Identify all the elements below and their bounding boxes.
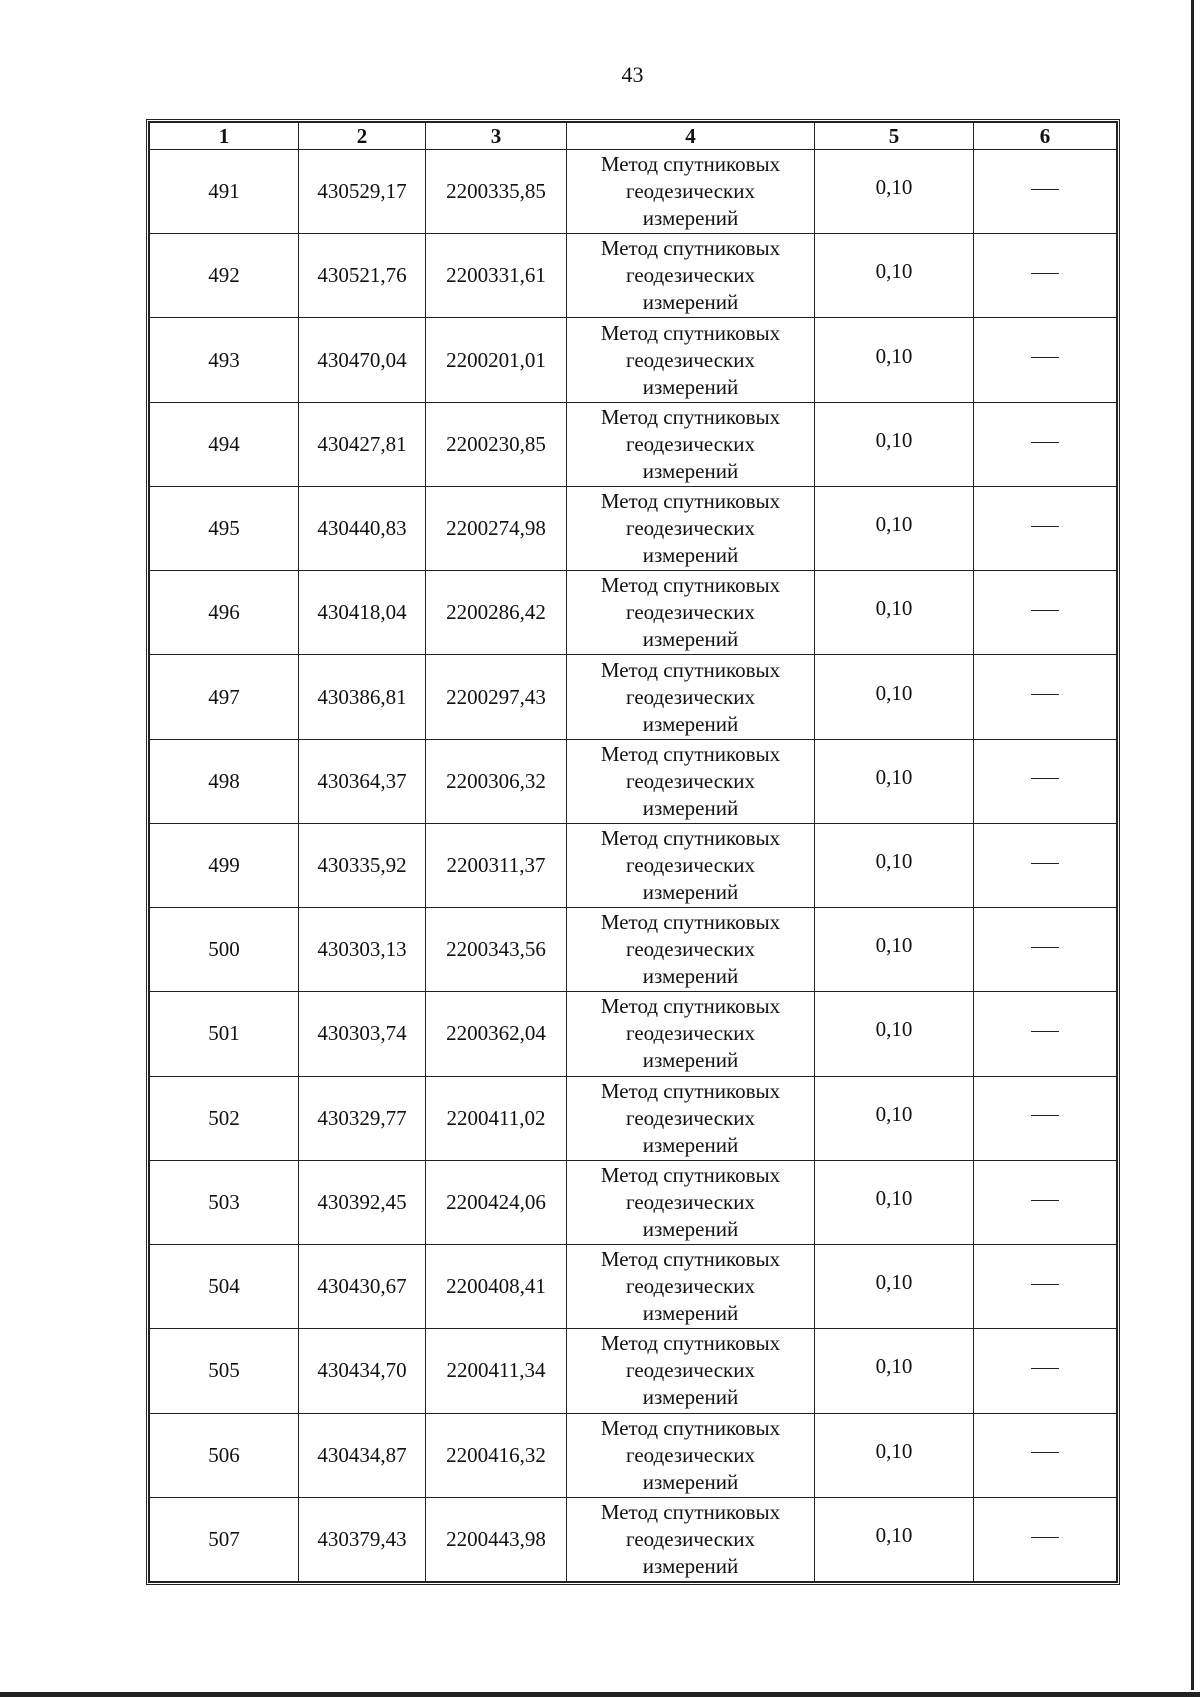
note-text <box>1059 179 1060 180</box>
x-coordinate-cell: 430364,37 <box>299 739 426 823</box>
dash-mark <box>1031 189 1059 190</box>
note-cell <box>974 1160 1117 1244</box>
method-cell <box>567 402 815 486</box>
note-cell <box>974 571 1117 655</box>
note-text <box>1059 1358 1060 1359</box>
method-cell <box>567 150 815 234</box>
note-text <box>1059 1527 1060 1528</box>
note-text <box>1059 1021 1060 1022</box>
x-coordinate-cell: 430303,13 <box>299 908 426 992</box>
method-cell <box>567 1329 815 1413</box>
note-text <box>1059 263 1060 264</box>
point-number-cell: 502 <box>150 1076 299 1160</box>
x-coordinate-cell: 430303,74 <box>299 992 426 1076</box>
note-cell <box>974 1413 1117 1497</box>
method-cell <box>567 234 815 318</box>
table-row <box>150 823 1117 907</box>
note-cell <box>974 655 1117 739</box>
table-row <box>150 655 1117 739</box>
method-text: Метод спутниковых геодезических измерений <box>600 1499 781 1578</box>
accuracy-cell: 0,10 <box>815 567 974 651</box>
x-coordinate-cell: 430379,43 <box>299 1497 426 1581</box>
table-row <box>150 318 1117 402</box>
point-number-cell: 495 <box>150 486 299 570</box>
column-header-6: 6 <box>974 123 1117 150</box>
method-text: Метод спутниковых геодезических измерений <box>600 320 781 399</box>
y-coordinate-cell: 2200297,43 <box>426 655 567 739</box>
note-cell <box>974 1329 1117 1413</box>
accuracy-cell: 0,10 <box>815 651 974 735</box>
accuracy-cell: 0,10 <box>815 230 974 314</box>
method-text: Метод спутниковых геодезических измерений <box>600 573 781 652</box>
method-text: Метод спутниковых геодезических измерений <box>600 910 781 989</box>
note-cell <box>974 1497 1117 1581</box>
point-number-cell: 503 <box>150 1160 299 1244</box>
y-coordinate-cell: 2200306,32 <box>426 739 567 823</box>
table-row <box>150 1413 1117 1497</box>
dash-mark <box>1031 863 1059 864</box>
column-header-4: 4 <box>567 123 815 150</box>
y-coordinate-cell: 2200343,56 <box>426 908 567 992</box>
table-row <box>150 1497 1117 1581</box>
table-row <box>150 1245 1117 1329</box>
note-text <box>1059 937 1060 938</box>
method-cell <box>567 1076 815 1160</box>
dash-mark <box>1031 526 1059 527</box>
method-cell <box>567 992 815 1076</box>
method-cell <box>567 1160 815 1244</box>
x-coordinate-cell: 430521,76 <box>299 234 426 318</box>
note-text <box>1059 1274 1060 1275</box>
accuracy-cell: 0,10 <box>815 1241 974 1325</box>
y-coordinate-cell: 2200230,85 <box>426 402 567 486</box>
table-row <box>150 992 1117 1076</box>
method-cell <box>567 739 815 823</box>
accuracy-cell: 0,10 <box>815 146 974 230</box>
table-row <box>150 486 1117 570</box>
table-row <box>150 1160 1117 1244</box>
note-text <box>1059 769 1060 770</box>
y-coordinate-cell: 2200411,02 <box>426 1076 567 1160</box>
scan-edge-right <box>1191 0 1194 1690</box>
note-cell <box>974 823 1117 907</box>
y-coordinate-cell: 2200443,98 <box>426 1497 567 1581</box>
y-coordinate-cell: 2200424,06 <box>426 1160 567 1244</box>
note-text <box>1059 516 1060 517</box>
accuracy-cell: 0,10 <box>815 1325 974 1409</box>
method-cell <box>567 823 815 907</box>
accuracy-cell: 0,10 <box>815 1072 974 1156</box>
dash-mark <box>1031 442 1059 443</box>
accuracy-cell: 0,10 <box>815 819 974 903</box>
point-number-cell: 498 <box>150 739 299 823</box>
accuracy-cell: 0,10 <box>815 482 974 566</box>
page-number: 43 <box>621 62 644 87</box>
x-coordinate-cell: 430392,45 <box>299 1160 426 1244</box>
x-coordinate-cell: 430430,67 <box>299 1245 426 1329</box>
method-cell <box>567 908 815 992</box>
point-number-cell: 505 <box>150 1329 299 1413</box>
note-text <box>1059 685 1060 686</box>
method-text: Метод спутниковых геодезических измерений <box>600 1078 781 1157</box>
dash-mark <box>1031 357 1059 358</box>
y-coordinate-cell: 2200274,98 <box>426 486 567 570</box>
column-header-2: 2 <box>299 123 426 150</box>
method-text: Метод спутниковых геодезических измерений <box>600 236 781 315</box>
x-coordinate-cell: 430434,70 <box>299 1329 426 1413</box>
y-coordinate-cell: 2200416,32 <box>426 1413 567 1497</box>
dash-mark <box>1031 694 1059 695</box>
note-cell <box>974 739 1117 823</box>
point-number-cell: 494 <box>150 402 299 486</box>
note-cell <box>974 318 1117 402</box>
method-text: Метод спутниковых геодезических измерений <box>600 741 781 820</box>
dash-mark <box>1031 610 1059 611</box>
table-row <box>150 1076 1117 1160</box>
method-text: Метод спутниковых геодезических измерений <box>600 1162 781 1241</box>
y-coordinate-cell: 2200408,41 <box>426 1245 567 1329</box>
y-coordinate-cell: 2200286,42 <box>426 571 567 655</box>
x-coordinate-cell: 430427,81 <box>299 402 426 486</box>
scan-edge-bottom <box>0 1692 1200 1697</box>
dash-mark <box>1031 947 1059 948</box>
accuracy-cell: 0,10 <box>815 314 974 398</box>
table-row <box>150 571 1117 655</box>
note-cell <box>974 402 1117 486</box>
note-text <box>1059 1443 1060 1444</box>
accuracy-cell: 0,10 <box>815 988 974 1072</box>
note-cell <box>974 1245 1117 1329</box>
note-text <box>1059 853 1060 854</box>
x-coordinate-cell: 430440,83 <box>299 486 426 570</box>
table-row <box>150 150 1117 234</box>
point-number-cell: 507 <box>150 1497 299 1581</box>
method-cell <box>567 1413 815 1497</box>
x-coordinate-cell: 430329,77 <box>299 1076 426 1160</box>
y-coordinate-cell: 2200331,61 <box>426 234 567 318</box>
dash-mark <box>1031 1284 1059 1285</box>
x-coordinate-cell: 430418,04 <box>299 571 426 655</box>
y-coordinate-cell: 2200311,37 <box>426 823 567 907</box>
table-row <box>150 739 1117 823</box>
point-number-cell: 491 <box>150 150 299 234</box>
accuracy-cell: 0,10 <box>815 1409 974 1493</box>
column-header-3: 3 <box>426 123 567 150</box>
method-text: Метод спутниковых геодезических измерений <box>600 1331 781 1410</box>
table-row <box>150 234 1117 318</box>
accuracy-cell: 0,10 <box>815 398 974 482</box>
table-row <box>150 1329 1117 1413</box>
x-coordinate-cell: 430335,92 <box>299 823 426 907</box>
method-cell <box>567 1245 815 1329</box>
y-coordinate-cell: 2200411,34 <box>426 1329 567 1413</box>
note-cell <box>974 486 1117 570</box>
dash-mark <box>1031 273 1059 274</box>
method-text: Метод спутниковых геодезических измерений <box>600 1415 781 1494</box>
method-cell <box>567 571 815 655</box>
note-cell <box>974 1076 1117 1160</box>
x-coordinate-cell: 430386,81 <box>299 655 426 739</box>
note-cell <box>974 234 1117 318</box>
method-text: Метод спутниковых геодезических измерений <box>600 994 781 1073</box>
point-number-cell: 493 <box>150 318 299 402</box>
note-text <box>1059 1190 1060 1191</box>
dash-mark <box>1031 778 1059 779</box>
accuracy-cell: 0,10 <box>815 904 974 988</box>
column-header-1: 1 <box>150 123 299 150</box>
note-text <box>1059 432 1060 433</box>
dash-mark <box>1031 1452 1059 1453</box>
dash-mark <box>1031 1200 1059 1201</box>
note-cell <box>974 150 1117 234</box>
y-coordinate-cell: 2200335,85 <box>426 150 567 234</box>
method-cell <box>567 486 815 570</box>
point-number-cell: 506 <box>150 1413 299 1497</box>
table-row <box>150 402 1117 486</box>
dash-mark <box>1031 1031 1059 1032</box>
accuracy-cell: 0,10 <box>815 1493 974 1577</box>
note-cell <box>974 908 1117 992</box>
method-text: Метод спутниковых геодезических измерений <box>600 1247 781 1326</box>
accuracy-cell: 0,10 <box>815 735 974 819</box>
method-text: Метод спутниковых геодезических измерений <box>600 825 781 904</box>
x-coordinate-cell: 430529,17 <box>299 150 426 234</box>
method-text: Метод спутниковых геодезических измерений <box>600 152 781 231</box>
point-number-cell: 504 <box>150 1245 299 1329</box>
method-cell <box>567 655 815 739</box>
note-cell <box>974 992 1117 1076</box>
method-cell <box>567 318 815 402</box>
method-text: Метод спутниковых геодезических измерений <box>600 657 781 736</box>
note-text <box>1059 1106 1060 1107</box>
point-number-cell: 496 <box>150 571 299 655</box>
point-number-cell: 501 <box>150 992 299 1076</box>
point-number-cell: 499 <box>150 823 299 907</box>
method-text: Метод спутниковых геодезических измерений <box>600 489 781 568</box>
coordinates-table <box>149 122 1117 1582</box>
y-coordinate-cell: 2200201,01 <box>426 318 567 402</box>
dash-mark <box>1031 1368 1059 1369</box>
point-number-cell: 497 <box>150 655 299 739</box>
method-cell <box>567 1497 815 1581</box>
x-coordinate-cell: 430470,04 <box>299 318 426 402</box>
note-text <box>1059 600 1060 601</box>
column-header-5: 5 <box>815 123 974 150</box>
dash-mark <box>1031 1115 1059 1116</box>
point-number-cell: 492 <box>150 234 299 318</box>
table-body <box>150 150 1117 1582</box>
dash-mark <box>1031 1537 1059 1538</box>
y-coordinate-cell: 2200362,04 <box>426 992 567 1076</box>
method-text: Метод спутниковых геодезических измерений <box>600 404 781 483</box>
x-coordinate-cell: 430434,87 <box>299 1413 426 1497</box>
accuracy-cell: 0,10 <box>815 1156 974 1240</box>
note-text <box>1059 348 1060 349</box>
point-number-cell: 500 <box>150 908 299 992</box>
coordinates-table-frame <box>146 119 1120 1585</box>
table-row <box>150 908 1117 992</box>
